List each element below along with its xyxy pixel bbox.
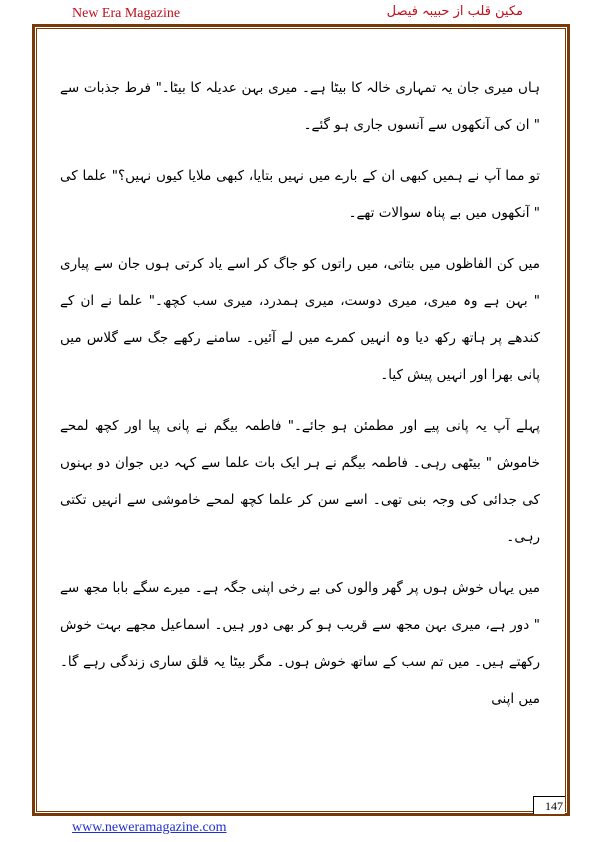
magazine-header: New Era Magazine xyxy=(72,6,181,21)
body-text xyxy=(60,70,540,732)
paragraph-4: پہلے آپ یہ پانی پیے اور مطمئن ہو جائے۔" فاطمہ بیگم نے پانی پیا اور کچھ لمحے خاموش " بیٹھی رہی۔ فاطمہ بیگم نے ہر ایک بات علما سے کہہ دیں جوان دو بہنوں کی جدائی کی وجہ بنی تھی۔ اسے سن کر علما کچھ لمحے خاموشی سے انہیں تکتی رہی۔ xyxy=(60,418,540,545)
novel-title-header: مکین قلب از حبیبہ فیصل xyxy=(386,4,523,19)
footer-website-link[interactable]: www.neweramagazine.com xyxy=(72,820,227,835)
page-number: 147 xyxy=(533,796,565,814)
paragraph-1: ہاں میری جان یہ تمہاری خالہ کا بیٹا ہے۔ میری بہن عدیلہ کا بیٹا۔" فرط جذبات سے " ان کی آنکھوں سے آنسوں جاری ہو گئے۔ xyxy=(60,80,540,133)
paragraph-2: تو مما آپ نے ہمیں کبھی ان کے بارے میں نہیں بتایا، کبھی ملایا کیوں نہیں؟" علما کی " آنکھوں میں بے پناہ سوالات تھے۔ xyxy=(60,168,540,221)
paragraph-3: میں کن الفاظوں میں بتاتی، میں راتوں کو جاگ کر اسے یاد کرتی ہوں جان سے پیاری " بہن ہے وہ میری، میری دوست، میری ہمدرد، میری سب کچھ۔" علما نے ان کے کندھے پر ہاتھ رکھ دیا وہ انہیں کمرے میں لے آئیں۔ سامنے رکھے جگ سے گلاس میں پانی بھرا اور انہیں پیش کیا۔ xyxy=(60,256,540,383)
paragraph-5: میں یہاں خوش ہوں پر گھر والوں کی بے رخی اپنی جگہ ہے۔ میرے سگے بابا مجھ سے " دور ہے، میری بہن مجھ سے قریب ہو کر بھی دور ہیں۔ اسماعیل مجھے بہت خوش رکھتے ہیں۔ میں تم سب کے ساتھ خوش ہوں۔ مگر بیٹا یہ قلق ساری زندگی رہے گا۔ میں اپنی xyxy=(60,580,540,707)
